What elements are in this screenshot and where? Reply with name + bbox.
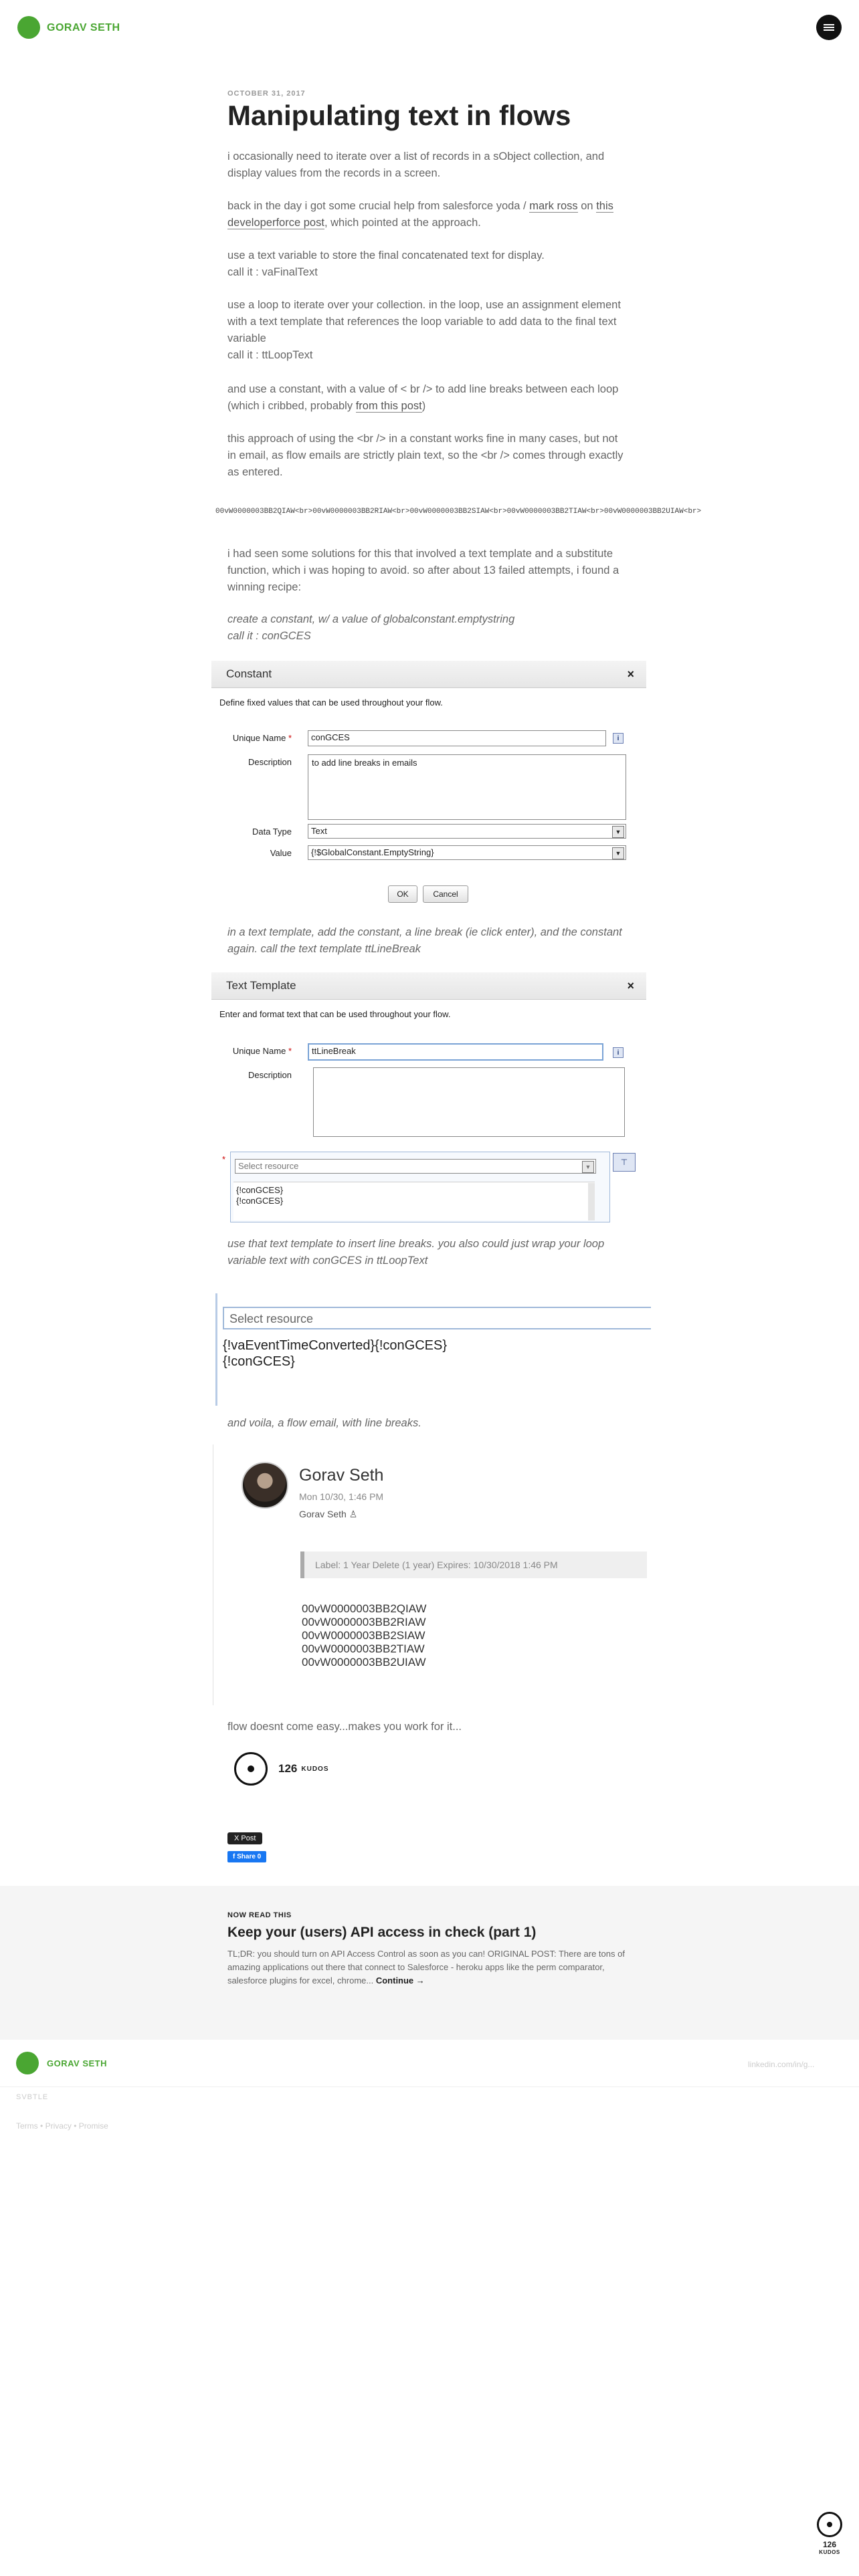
p5-text: and use a constant, with a value of < br /> to add line breaks between each loop (which i cribbed, probably [227, 383, 619, 412]
next-post-section [0, 1886, 859, 2040]
data-type-select[interactable] [308, 824, 626, 839]
paragraph-3b: call it : vaFinalText [227, 266, 318, 278]
unique-name-label-text: Unique Name [232, 1046, 286, 1056]
email-line: 00vW0000003BB2TIAW [302, 1642, 425, 1655]
paragraph-3a: use a text variable to store the final concatenated text for display. [227, 249, 545, 261]
template-line-2: {!conGCES} [236, 1196, 284, 1206]
paragraph-8b: call it : conGCES [227, 630, 311, 642]
avatar [242, 1462, 288, 1509]
paragraph-4b: call it : ttLoopText [227, 349, 313, 361]
chevron-down-icon[interactable]: ▼ [612, 847, 624, 859]
text-template-dialog-title: Text Template [226, 979, 296, 992]
required-icon: * [288, 1046, 292, 1056]
terms-link[interactable]: Terms [16, 2121, 38, 2131]
privacy-link[interactable]: Privacy [45, 2121, 72, 2131]
corner-kudos[interactable] [816, 2512, 843, 2555]
x-post-button[interactable]: X Post [227, 1832, 262, 1844]
constant-dialog-subtitle: Define fixed values that can be used throughout your flow. [219, 697, 443, 708]
paragraph-8a: create a constant, w/ a value of globalconstant.emptystring [227, 613, 515, 625]
email-line: 00vW0000003BB2UIAW [302, 1656, 426, 1669]
p2-text: back in the day i got some crucial help from salesforce yoda / [227, 200, 530, 212]
paragraph-10: use that text template to insert line breaks. you also could just wrap your loop variable text with conGCES in ttLoopText [227, 1238, 605, 1267]
scrollbar[interactable] [588, 1183, 595, 1220]
description-field[interactable]: to add line breaks in emails [308, 754, 626, 820]
footer-logo[interactable] [16, 2052, 39, 2074]
paragraph-2 [227, 198, 629, 231]
p2-mid: on [577, 200, 597, 212]
paragraph-7: i had seen some solutions for this that involved a text template and a substitute function, which i was hoping to avoid. so after about 13 failed attempts, i found a winning recipe: [227, 548, 619, 593]
br-code-output: 00vW0000003BB2QIAW<br>00vW0000003BB2RIAW<br>00vW0000003BB2SIAW<br>00vW0000003BB2TIAW<br>00vW0000003BB2UIAW<br> [215, 508, 702, 516]
select-resource-dropdown-large[interactable]: Select resource [223, 1307, 651, 1329]
continue-link[interactable]: Continue → [375, 1975, 425, 1985]
template-line-2-large: {!conGCES} [223, 1354, 295, 1369]
p5-post: ) [421, 400, 426, 412]
template-body-editor[interactable] [230, 1152, 610, 1222]
template-line-1-large: {!vaEventTimeConverted}{!conGCES} [223, 1338, 447, 1353]
paragraph-4a: use a loop to iterate over your collection. in the loop, use an assignment element with a text template that references the loop variable to add data to the final text variable [227, 299, 621, 344]
menu-icon[interactable] [816, 15, 842, 40]
description-label: Description [248, 1070, 292, 1080]
next-post-excerpt-text: TL;DR: you should turn on API Access Control as soon as you can! ORIGINAL POST: There are tons of amazing applications out there that connect to Salesforce - heroku apps like the perm comparator, salesforce plugins for excel, chrome... [227, 1949, 625, 1985]
cancel-button[interactable]: Cancel [423, 885, 468, 903]
email-line: 00vW0000003BB2QIAW [302, 1602, 427, 1615]
separator: • [74, 2121, 77, 2131]
email-line: 00vW0000003BB2SIAW [302, 1629, 425, 1642]
select-resource-dropdown[interactable] [235, 1159, 596, 1174]
chevron-down-icon[interactable]: ▼ [612, 826, 624, 838]
kudos-icon[interactable] [234, 1752, 268, 1786]
corner-kudos-count: 126 [822, 2540, 837, 2549]
kudos-count: 126 [278, 1762, 298, 1775]
email-body [302, 1602, 426, 1669]
data-type-label: Data Type [252, 827, 292, 837]
select-resource-placeholder: Select resource [238, 1161, 299, 1171]
text-template-dialog-header [211, 972, 646, 1000]
mark-ross-link[interactable]: mark ross [529, 200, 578, 212]
retention-label-bar: Label: 1 Year Delete (1 year) Expires: 10/30/2018 1:46 PM [300, 1551, 647, 1578]
svbtle-link[interactable]: SVBTLE [16, 2093, 49, 2101]
close-icon[interactable]: × [627, 667, 634, 681]
description-field[interactable] [313, 1067, 625, 1137]
unique-name-label [211, 1046, 292, 1056]
site-logo[interactable] [17, 16, 40, 39]
kudos-label: KUDOS [301, 1765, 329, 1773]
next-post-title[interactable]: Keep your (users) API access in check (part 1) [227, 1925, 537, 1940]
paragraph-12: flow doesnt come easy...makes you work for it... [227, 1721, 462, 1733]
kudos-icon[interactable] [817, 2512, 842, 2537]
paragraph-1: i occasionally need to iterate over a list of records in a sObject collection, and display values from the records in a screen. [227, 150, 605, 179]
post-title: Manipulating text in flows [227, 100, 571, 131]
required-icon: * [222, 1154, 226, 1164]
template-body-text[interactable] [233, 1182, 595, 1220]
footer-links [16, 2121, 108, 2131]
unique-name-label-text: Unique Name [232, 733, 286, 743]
paragraph-5 [227, 381, 629, 415]
site-brand[interactable]: GORAV SETH [47, 22, 120, 33]
facebook-share-button[interactable]: f Share 0 [227, 1851, 266, 1862]
template-line-1: {!conGCES} [236, 1185, 284, 1195]
constant-dialog-header [211, 661, 646, 688]
value-value: {!$GlobalConstant.EmptyString} [311, 847, 434, 857]
info-icon[interactable]: i [613, 1047, 624, 1058]
text-template-dialog [211, 972, 646, 1224]
data-type-value: Text [311, 826, 327, 836]
linkedin-link[interactable]: linkedin.com/in/g... [748, 2060, 815, 2069]
next-post-kicker: NOW READ THIS [227, 1911, 292, 1919]
post-date-text: OCTOBER 31, 2017 [227, 90, 306, 98]
paragraph-9: in a text template, add the constant, a line break (ie click enter), and the constant again. call the text template ttLineBreak [227, 926, 622, 955]
p2-post: , which pointed at the approach. [324, 217, 481, 229]
promise-link[interactable]: Promise [78, 2121, 108, 2131]
value-select[interactable] [308, 845, 626, 860]
constant-dialog-title: Constant [226, 667, 272, 680]
footer-brand[interactable]: GORAV SETH [47, 2058, 107, 2068]
email-time: Mon 10/30, 1:46 PM [299, 1491, 384, 1502]
close-icon[interactable]: × [627, 978, 634, 992]
unique-name-label [211, 733, 292, 743]
separator: • [40, 2121, 43, 2131]
constant-dialog [211, 661, 646, 903]
paragraph-6: this approach of using the <br /> in a constant works fine in many cases, but not in email, as flow emails are strictly plain text, so the <br /> comes through exactly as entered. [227, 433, 624, 478]
chevron-down-icon[interactable]: ▼ [582, 1161, 594, 1173]
description-label: Description [248, 757, 292, 767]
post-date [227, 87, 629, 99]
template-zoom-screenshot [215, 1293, 648, 1406]
required-icon: * [288, 733, 292, 743]
email-sender: Gorav Seth [299, 1466, 384, 1485]
template-body-text-large [223, 1337, 447, 1370]
developerforce-post-link[interactable]: this developerforce post [227, 200, 613, 229]
footer [0, 2040, 859, 2087]
kudos-widget[interactable] [234, 1752, 329, 1786]
info-icon[interactable]: i [613, 733, 624, 744]
unique-name-field[interactable]: ttLineBreak [308, 1043, 603, 1061]
paragraph-11: and voila, a flow email, with line breaks. [227, 1417, 421, 1429]
person-icon: ♙ [349, 1509, 358, 1519]
email-line: 00vW0000003BB2RIAW [302, 1616, 426, 1628]
from-this-post-link[interactable]: from this post [355, 400, 422, 412]
corner-kudos-label: KUDOS [819, 2549, 840, 2555]
email-screenshot [213, 1444, 647, 1705]
email-recipient-name: Gorav Seth [299, 1509, 347, 1519]
ok-button[interactable]: OK [388, 885, 417, 903]
email-recipient [299, 1509, 357, 1520]
value-label: Value [270, 848, 292, 858]
next-post-excerpt [227, 1947, 629, 1988]
text-template-dialog-subtitle: Enter and format text that can be used throughout your flow. [219, 1009, 451, 1019]
insert-resource-icon[interactable]: ⊤ [613, 1153, 636, 1172]
unique-name-field[interactable]: conGCES [308, 730, 606, 746]
